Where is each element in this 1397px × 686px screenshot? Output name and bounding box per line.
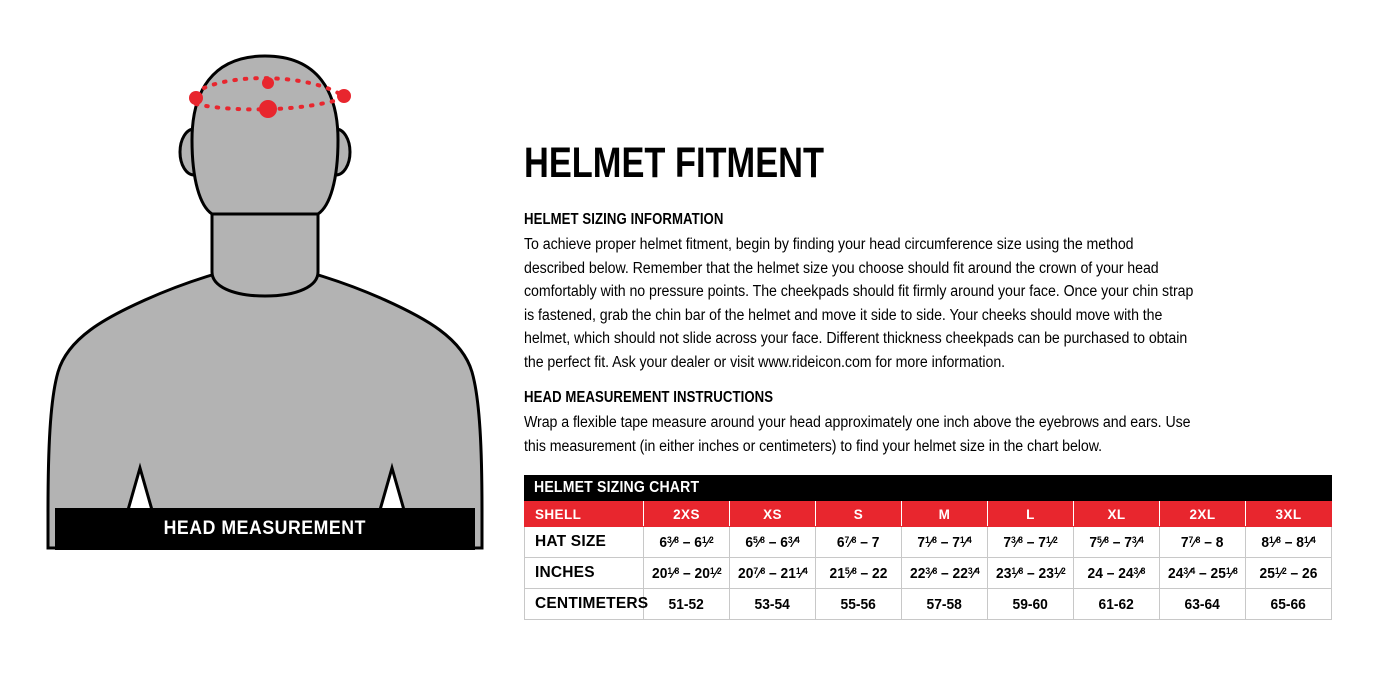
table-cell: $24^3⁄^4$ – $25^1⁄^8$ xyxy=(1160,558,1246,589)
torso-shape xyxy=(48,262,482,548)
column-header-size: 3XL xyxy=(1246,502,1332,527)
table-cell: 59-60 xyxy=(988,589,1074,620)
column-header-size: XL xyxy=(1074,502,1160,527)
section-body xyxy=(524,411,1194,458)
table-cell: $8^1⁄^8$ – $8^1⁄^4$ xyxy=(1246,527,1332,558)
column-header-size: 2XS xyxy=(644,502,730,527)
section-body xyxy=(524,233,1194,374)
table-row xyxy=(525,589,1332,620)
section-helmet-sizing-information xyxy=(524,210,1196,374)
section-head-measurement-instructions xyxy=(524,388,1196,458)
table-cell: 65-66 xyxy=(1246,589,1332,620)
section-heading: HELMET SIZING INFORMATION xyxy=(524,211,724,228)
table-cell: $6^7⁄^8 - 7$ xyxy=(816,527,902,558)
column-header-size: 2XL xyxy=(1160,502,1246,527)
column-header-shell: SHELL xyxy=(525,502,644,527)
section-body-text: Wrap a flexible tape measure around your head approximately one inch above the eyebrows and ears. Use this measurement (in either inches or centimeters) to find your helmet size in the chart below. xyxy=(524,414,1191,455)
chart-title-bar xyxy=(524,475,1332,501)
table-cell: $7^3⁄^8$ – $7^1⁄^2$ xyxy=(988,527,1074,558)
column-header-size: M xyxy=(902,502,988,527)
table-row xyxy=(525,558,1332,589)
row-label: INCHES xyxy=(525,558,644,589)
column-header-size: XS xyxy=(730,502,816,527)
table-cell: 57-58 xyxy=(902,589,988,620)
table-cell: $25^1⁄^2 - 26$ xyxy=(1246,558,1332,589)
table-cell: $23^1⁄^8$ – $23^1⁄^2$ xyxy=(988,558,1074,589)
table-cell: 61-62 xyxy=(1074,589,1160,620)
table-cell: $24 - 24^3⁄^8$ xyxy=(1074,558,1160,589)
table-cell: $6^5⁄^8$ – $6^3⁄^4$ xyxy=(730,527,816,558)
table-cell: $7^5⁄^8$ – $7^3⁄^4$ xyxy=(1074,527,1160,558)
helmet-sizing-chart xyxy=(524,475,1332,620)
column-header-size: S xyxy=(816,502,902,527)
torso-figure-svg xyxy=(0,0,510,686)
table-cell: $7^1⁄^8$ – $7^1⁄^4$ xyxy=(902,527,988,558)
table-row xyxy=(525,527,1332,558)
head-measurement-illustration xyxy=(0,0,510,686)
table-cell: 51-52 xyxy=(644,589,730,620)
table-cell: $22^3⁄^8$ – $22^3⁄^4$ xyxy=(902,558,988,589)
sizing-table xyxy=(524,501,1332,620)
table-cell: $20^7⁄^8$ – $21^1⁄^4$ xyxy=(730,558,816,589)
page-title: HELMET FITMENT xyxy=(524,139,825,187)
table-cell: $7^7⁄^8 - 8$ xyxy=(1160,527,1246,558)
section-heading: HEAD MEASUREMENT INSTRUCTIONS xyxy=(524,389,774,406)
row-label: HAT SIZE xyxy=(525,527,644,558)
section-body-text: To achieve proper helmet fitment, begin by finding your head circumference size using the method described below. Remember that the helmet size you choose should fit around the crown of your head comfortably with no pressure points. The cheekpads should fit firmly around your face. Once your chin strap is fastened, grab the chin bar of the helmet and move it side to side. Your cheeks should move with the helmet, which should not slide across your face. Different thickness cheekpads can be purchased to obtain the perfect fit. Ask your dealer or visit www.rideicon.com for more information. xyxy=(524,236,1194,371)
neck-shape xyxy=(212,206,318,296)
chart-title: HELMET SIZING CHART xyxy=(534,479,700,496)
row-label: CENTIMETERS xyxy=(525,589,644,620)
table-cell: $21^5⁄^8 - 22$ xyxy=(816,558,902,589)
table-cell: 55-56 xyxy=(816,589,902,620)
head-measurement-caption: HEAD MEASUREMENT xyxy=(163,518,367,539)
column-header-size: L xyxy=(988,502,1074,527)
table-cell: $20^1⁄^8$ – $20^1⁄^2$ xyxy=(644,558,730,589)
table-cell: 63-64 xyxy=(1160,589,1246,620)
table-header-row xyxy=(525,502,1332,527)
table-cell: 53-54 xyxy=(730,589,816,620)
table-cell: $6^3⁄^8$ – $6^1⁄^2$ xyxy=(644,527,730,558)
head-measurement-caption-bar xyxy=(55,508,475,550)
fitment-content xyxy=(524,0,1374,686)
